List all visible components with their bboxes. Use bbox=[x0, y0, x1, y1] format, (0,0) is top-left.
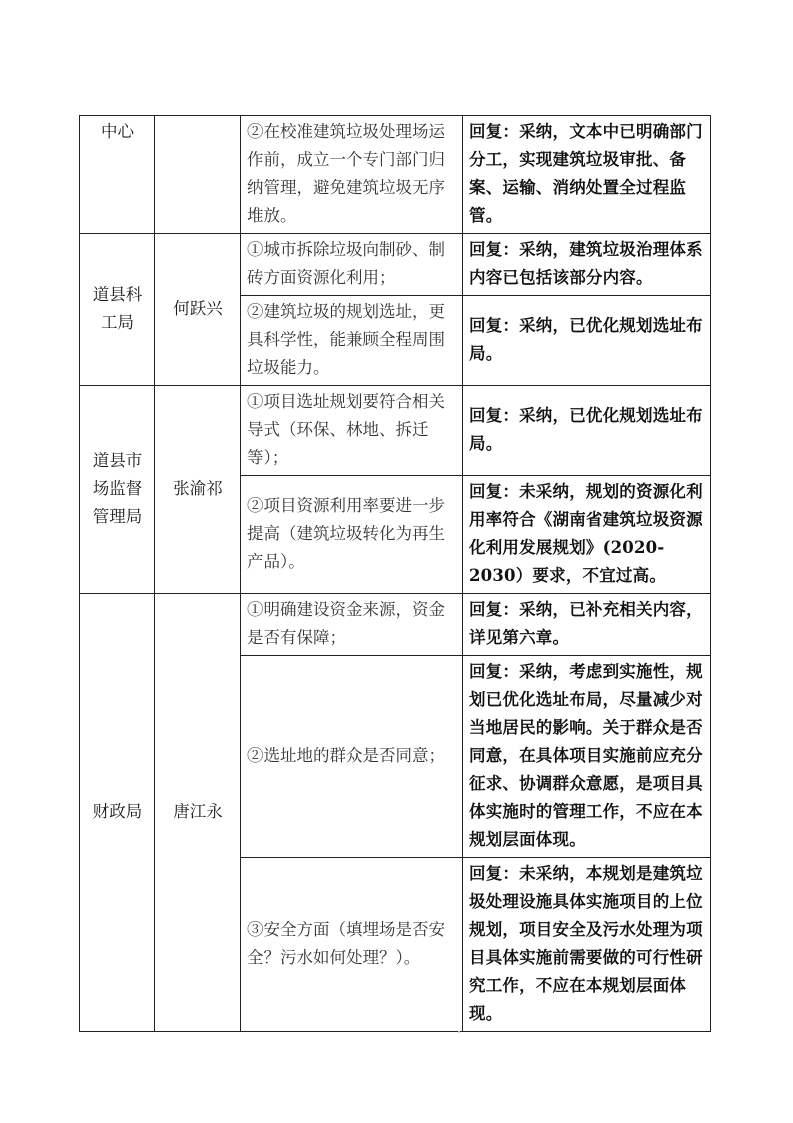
reply-cell: 回复：采纳，已优化规划选址布局。 bbox=[463, 386, 711, 476]
opinion-cell: ②项目资源利用率要进一步提高（建筑垃圾转化为再生产品）。 bbox=[241, 476, 463, 594]
opinion-cell: ②在校准建筑垃圾处理场运作前，成立一个专门部门归纳管理，避免建筑垃圾无序堆放。 bbox=[241, 116, 463, 234]
reply-cell: 回复：采纳，考虑到实施性，规划已优化选址布局，尽量减少对当地居民的影响。关于群众是否同意，在具体项目实施前应充分征求、协调群众意愿，是项目具体实施时的管理工作，不应在本规划层面体现。 bbox=[463, 656, 711, 858]
opinion-cell: ②建筑垃圾的规划选址，更具科学性，能兼顾全程周围垃圾能力。 bbox=[241, 296, 463, 386]
person-cell: 唐江永 bbox=[155, 594, 241, 1032]
table-row bbox=[80, 116, 711, 234]
department-cell: 中心 bbox=[80, 116, 155, 234]
reply-cell: 回复：未采纳，本规划是建筑垃圾处理设施具体实施项目的上位规划，项目安全及污水处理为项目具体实施前需要做的可行性研究工作，不应在本规划层面体现。 bbox=[463, 858, 711, 1032]
reply-cell: 回复：采纳，已补充相关内容，详见第六章。 bbox=[463, 594, 711, 656]
person-cell: 张渝祁 bbox=[155, 386, 241, 594]
feedback-table bbox=[79, 115, 711, 1032]
person-cell: 何跃兴 bbox=[155, 234, 241, 386]
table-row bbox=[80, 234, 711, 296]
department-cell: 道县市场监督管理局 bbox=[80, 386, 155, 594]
reply-cell: 回复：未采纳，规划的资源化利用率符合《湖南省建筑垃圾资源化利用发展规划》(2020-2030）要求，不宜过高。 bbox=[463, 476, 711, 594]
table-row bbox=[80, 386, 711, 476]
opinion-cell: ②选址地的群众是否同意； bbox=[241, 656, 463, 858]
table-row bbox=[80, 594, 711, 656]
scan-speck bbox=[458, 1031, 460, 1033]
person-cell bbox=[155, 116, 241, 234]
opinion-cell: ③安全方面（填埋场是否安全？污水如何处理？）。 bbox=[241, 858, 463, 1032]
reply-cell: 回复：采纳，文本中已明确部门分工，实现建筑垃圾审批、备案、运输、消纳处置全过程监管。 bbox=[463, 116, 711, 234]
opinion-cell: ①项目选址规划要符合相关导式（环保、林地、拆迁等）； bbox=[241, 386, 463, 476]
reply-cell: 回复：采纳，已优化规划选址布局。 bbox=[463, 296, 711, 386]
reply-cell: 回复：采纳，建筑垃圾治理体系内容已包括该部分内容。 bbox=[463, 234, 711, 296]
opinion-cell: ①城市拆除垃圾向制砂、制砖方面资源化利用； bbox=[241, 234, 463, 296]
department-cell: 财政局 bbox=[80, 594, 155, 1032]
department-cell: 道县科工局 bbox=[80, 234, 155, 386]
opinion-cell: ①明确建设资金来源，资金是否有保障； bbox=[241, 594, 463, 656]
